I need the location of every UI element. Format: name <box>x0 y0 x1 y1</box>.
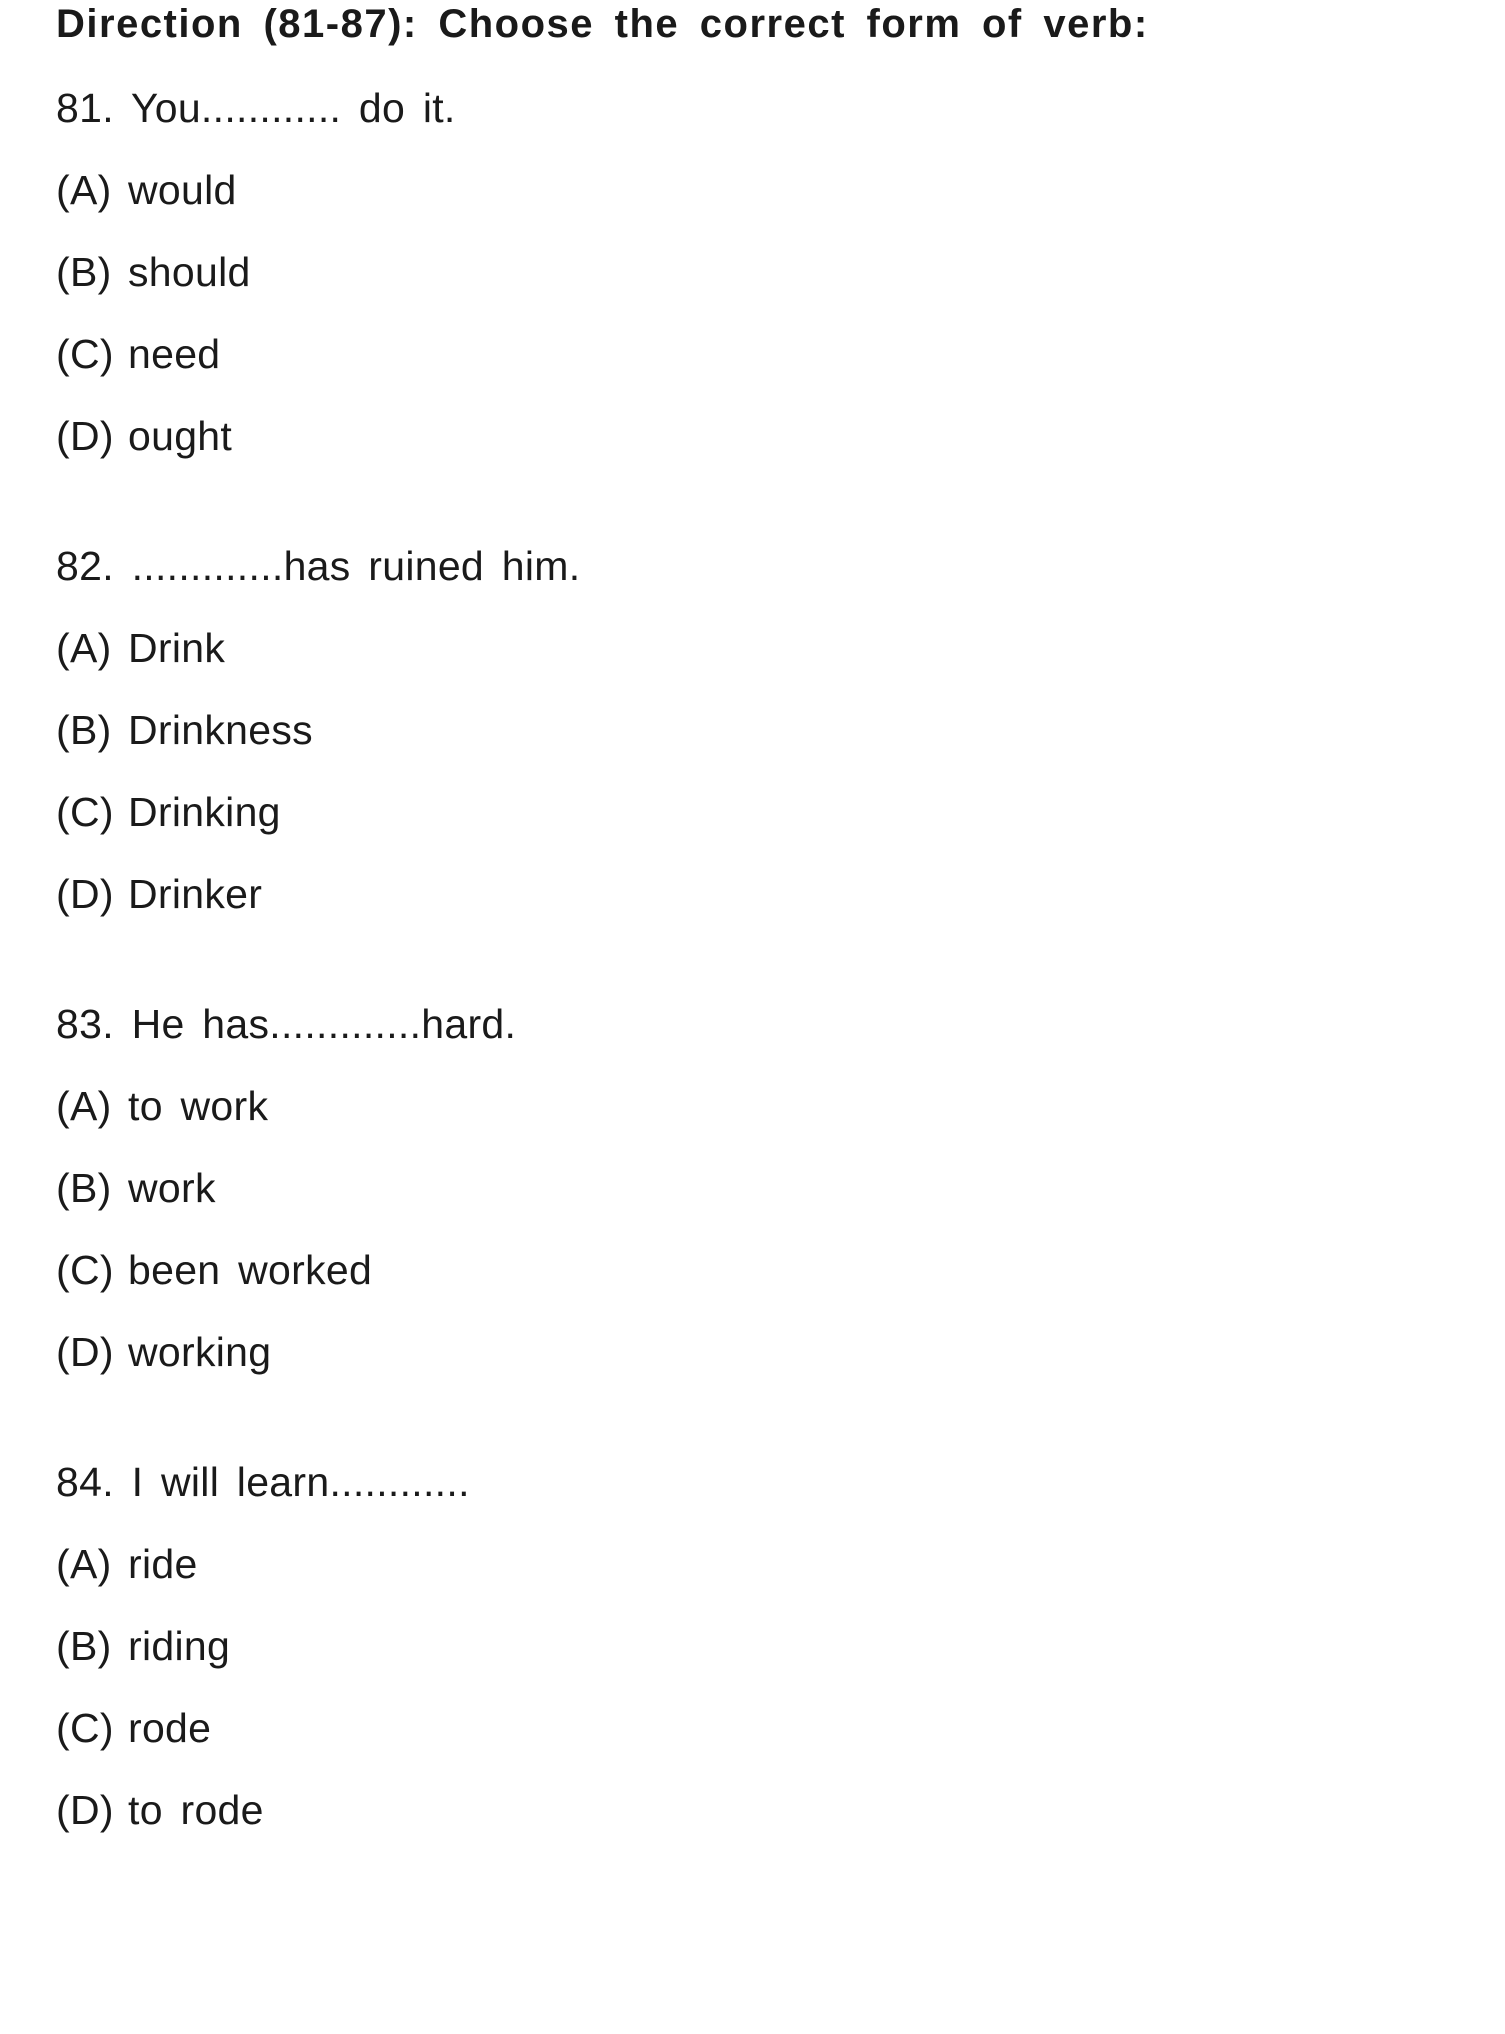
option-letter: (A) <box>56 1541 112 1587</box>
option-letter: (B) <box>56 1165 112 1211</box>
option-letter: (C) <box>56 331 114 377</box>
option-letter: (C) <box>56 1247 114 1293</box>
option-text: to rode <box>128 1787 264 1833</box>
direction-heading: Direction (81-87): Choose the correct form of verb: <box>56 2 1149 46</box>
option-letter: (B) <box>56 1623 112 1669</box>
option-letter: (D) <box>56 1329 114 1375</box>
option-a <box>56 166 1465 214</box>
option-letter: (D) <box>56 1787 114 1833</box>
option-letter: (A) <box>56 1083 112 1129</box>
question-stem: 84. I will learn............ <box>56 1459 470 1505</box>
option-b <box>56 1622 1465 1670</box>
option-text: would <box>128 167 237 213</box>
option-text: work <box>128 1165 216 1211</box>
option-text: working <box>128 1329 272 1375</box>
option-a <box>56 1540 1465 1588</box>
option-text: Drinker <box>128 871 263 917</box>
question-81 <box>56 84 1465 460</box>
option-d <box>56 412 1465 460</box>
option-text: need <box>128 331 221 377</box>
option-c <box>56 1704 1465 1752</box>
option-text: should <box>128 249 251 295</box>
option-c <box>56 788 1465 836</box>
option-text: rode <box>128 1705 212 1751</box>
option-text: riding <box>128 1623 231 1669</box>
question-84 <box>56 1458 1465 1834</box>
option-d <box>56 1328 1465 1376</box>
option-letter: (D) <box>56 871 114 917</box>
option-letter: (C) <box>56 1705 114 1751</box>
option-d <box>56 870 1465 918</box>
option-b <box>56 1164 1465 1212</box>
option-text: been worked <box>128 1247 373 1293</box>
option-text: Drinkness <box>128 707 313 753</box>
question-82 <box>56 542 1465 918</box>
option-text: Drink <box>128 625 226 671</box>
document-page <box>56 0 1465 1834</box>
option-d <box>56 1786 1465 1834</box>
option-text: Drinking <box>128 789 281 835</box>
option-text: ought <box>128 413 233 459</box>
option-c <box>56 1246 1465 1294</box>
option-c <box>56 330 1465 378</box>
option-letter: (C) <box>56 789 114 835</box>
option-b <box>56 248 1465 296</box>
option-a <box>56 624 1465 672</box>
question-stem: 82. .............has ruined him. <box>56 543 581 589</box>
question-stem: 81. You............ do it. <box>56 85 456 131</box>
question-stem: 83. He has.............hard. <box>56 1001 517 1047</box>
option-text: to work <box>128 1083 269 1129</box>
option-b <box>56 706 1465 754</box>
option-letter: (B) <box>56 707 112 753</box>
option-letter: (A) <box>56 625 112 671</box>
question-83 <box>56 1000 1465 1376</box>
option-letter: (B) <box>56 249 112 295</box>
option-text: ride <box>128 1541 198 1587</box>
option-letter: (D) <box>56 413 114 459</box>
option-letter: (A) <box>56 167 112 213</box>
option-a <box>56 1082 1465 1130</box>
